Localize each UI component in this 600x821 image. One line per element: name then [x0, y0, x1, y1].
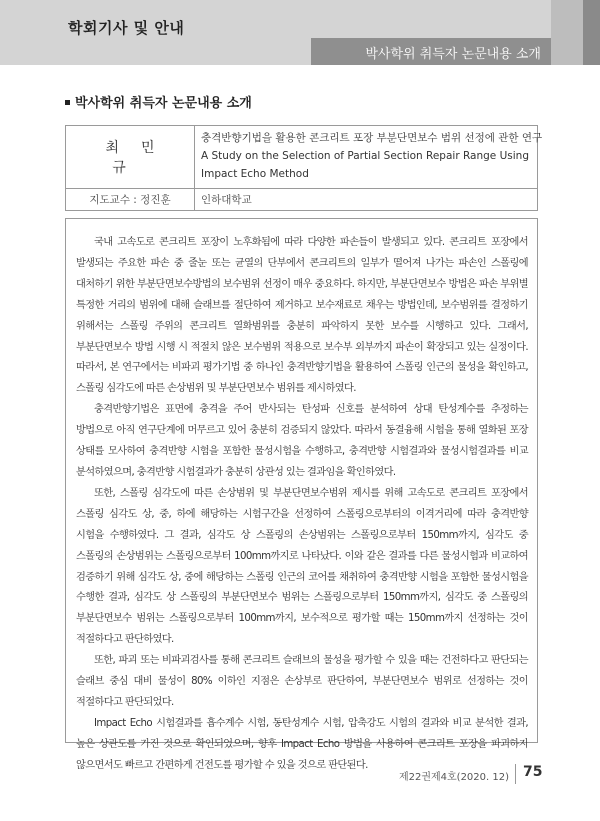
abstract-paragraph: 국내 고속도로 콘크리트 포장이 노후화됨에 따라 다양한 파손들이 발생되고 있다. 콘크리트 포장에서 발생되는 주요한 파손 중 줄눈 또는 균열의 단부에서 콘크리트의 일부가 떨어져 나가는 파손인 스폴링에 대처하기 위한 부분단면보수방법의 보수범위 선정이 매우 중요하다. 하지만, 부분단면보수 방법은 파손 부위별 특정한 거리의 범위에 대해 슬래브를 절단하여 제거하고 보수재료로 채우는 방법인데, 보수범위를 결정하기 위해서는 스폴링 주위의 콘크리트 열화범위를 충분히 파악하지 못한 보수를 시행하고 있다. 그래서, 부분단면보수 방법 시행 시 적절치 않은 보수범위 적용으로 보수부 외부까지 파손이 확장되고 있는 실정이다. 따라서, 본 연구에서는 비파괴 평가기법 중 하나인 충격반향기법을 활용하여 스폴링 인근의 물성을 확인하고, 스폴링 심각도에 따른 손상범위 및 부분단면보수 범위를 제시하였다.	[76, 237, 528, 395]
section-heading	[65, 92, 252, 111]
thesis-title-english: A Study on the Selection of Partial Section Repair Range Using Impact Echo Method	[201, 150, 529, 180]
abstract-paragraph: 충격반향기법은 표면에 충격을 주어 반사되는 탄성파 신호를 분석하여 상대 탄성계수를 추정하는 방법으로 아직 연구단계에 머무르고 있어 충분히 검증되지 않았다. 따라서 동결융해 시험을 통해 열화된 포장 상태를 모사하여 충격반향 시험을 포함한 물성시험을 수행하고, 충격반향 시험결과와 물성시험결과를 비교 분석하였으며, 충격반향 시험결과가 충분히 상관성 있는 결과임을 확인하였다.	[76, 404, 528, 478]
author-cell	[66, 126, 195, 189]
author-name: 최민규	[105, 140, 177, 176]
abstract-box	[65, 218, 538, 771]
subtitle-bar	[311, 38, 551, 65]
abstract-paragraph: 또한, 파괴 또는 비파괴검사를 통해 콘크리트 슬래브의 물성을 평가할 수 있을 때는 건전하다고 판단되는 슬래브 중심 대비 물성이 80% 이하인 지점은 손상부로 판단하여, 부분단면보수 범위로 선정하는 것이 적절하다고 판단되었다.	[76, 655, 528, 708]
header-tab-light	[551, 0, 583, 65]
thesis-info-table	[65, 125, 543, 211]
section-heading-text: 박사학위 취득자 논문내용 소개	[75, 96, 252, 111]
subtitle-text: 박사학위 취득자 논문내용 소개	[365, 47, 541, 62]
header-tab-dark	[583, 0, 600, 65]
bullet-square-icon	[65, 100, 70, 105]
university-cell: 인하대학교	[195, 189, 538, 211]
advisor-cell: 지도교수 : 정진훈	[66, 189, 195, 211]
abstract-paragraph: 또한, 스폴링 심각도에 따른 손상범위 및 부분단면보수범위 제시를 위해 고속도로 콘크리트 포장에서 스폴링 심각도 상, 중, 하에 해당하는 시험구간을 선정하여 스폴링으로부터의 이격거리에 따라 충격반향 시험을 수행하였다. 그 결과, 심각도 상 스폴링의 손상범위는 스폴링으로부터 150mm까지, 심각도 중 스폴링의 손상범위는 스폴링으로부터 100mm까지로 나타났다. 이와 같은 결과를 다른 물성시험과 비교하여 검증하기 위해 심각도 상, 중에 해당하는 스폴링 인근의 코어를 채취하여 충격반향 시험을 포함한 물성시험을 수행한 결과, 심각도 상 스폴링의 부분단면보수 범위는 스폴링으로부터 150mm까지, 심각도 중 스폴링의 부분단면보수 범위는 스폴링으로부터 100mm까지, 보수적으로 평가할 때는 150mm까지 선정하는 것이 적절하다고 판단하였다.	[76, 487, 528, 646]
issue-label: 제22권제4호(2020. 12)	[398, 772, 509, 783]
section-title: 학회기사 및 안내	[68, 19, 185, 37]
thesis-title-korean: 충격반향기법을 활용한 콘크리트 포장 부분단면보수 범위 선정에 관한 연구	[201, 132, 543, 144]
abstract-paragraph: Impact Echo 시험결과를 흡수계수 시험, 동탄성계수 시험, 압축강도 시험의 결과와 비교 분석한 결과, 높은 상관도를 가진 것으로 확인되었으며, 향후 Impact Echo 방법을 사용하여 콘크리트 포장을 파괴하지 않으면서도 빠르고 간편하게 건전도를 평가할 수 있을 것으로 판단된다.	[76, 717, 528, 771]
title-cell	[195, 126, 543, 189]
footer-divider	[515, 764, 516, 784]
page-number: 75	[523, 764, 543, 780]
abstract-text	[76, 233, 528, 777]
